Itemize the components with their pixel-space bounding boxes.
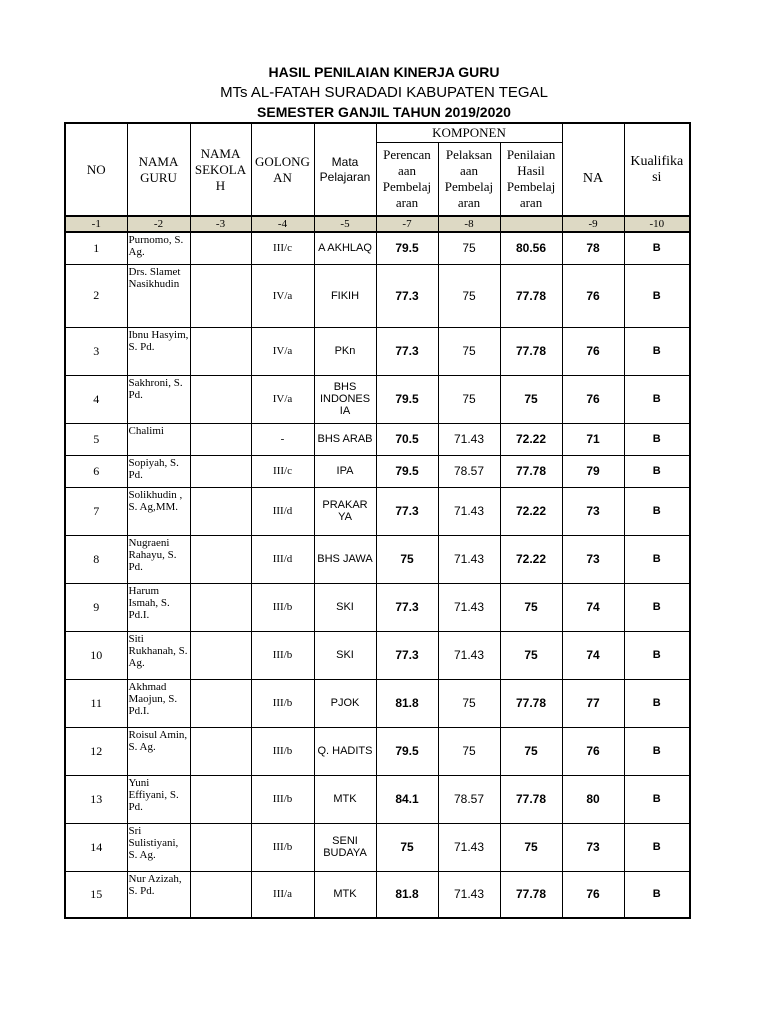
- pelaksanaan-score: 71.43: [438, 487, 500, 535]
- teacher-name: [127, 775, 190, 823]
- index-cell: -10: [624, 216, 690, 232]
- na-score: 79: [562, 455, 624, 487]
- kualifikasi-cell: B: [624, 423, 690, 455]
- perencanaan-score: 79.5: [376, 727, 438, 775]
- kualifikasi-cell: B: [624, 679, 690, 727]
- row-no: 5: [65, 423, 127, 455]
- teacher-name-text: Ibnu Hasyim, S. Pd.: [128, 328, 189, 353]
- table-row: [65, 264, 690, 327]
- perencanaan-score: 84.1: [376, 775, 438, 823]
- header-perencanaan: Perencan aan Pembelaj aran: [376, 142, 438, 216]
- golongan-cell: III/b: [251, 775, 314, 823]
- penilaian-score: 77.78: [500, 871, 562, 918]
- na-score: 76: [562, 327, 624, 375]
- pelaksanaan-score: 75: [438, 232, 500, 264]
- na-score: 74: [562, 631, 624, 679]
- perencanaan-score: 79.5: [376, 455, 438, 487]
- golongan-cell: -: [251, 423, 314, 455]
- teacher-name-text: Sri Sulistiyani, S. Ag.: [128, 824, 179, 861]
- pelaksanaan-score: 75: [438, 679, 500, 727]
- index-cell: -8: [438, 216, 500, 232]
- perencanaan-score: 79.5: [376, 375, 438, 423]
- pelaksanaan-score: 75: [438, 727, 500, 775]
- teacher-name: [127, 679, 190, 727]
- row-no: 13: [65, 775, 127, 823]
- penilaian-score: 80.56: [500, 232, 562, 264]
- kualifikasi-cell: B: [624, 327, 690, 375]
- golongan-cell: III/b: [251, 583, 314, 631]
- perencanaan-score: 70.5: [376, 423, 438, 455]
- teacher-name-text: Nur Azizah, S. Pd.: [128, 872, 182, 897]
- pelaksanaan-score: 71.43: [438, 535, 500, 583]
- school-cell: [190, 327, 251, 375]
- teacher-name-text: Purnomo, S. Ag.: [128, 234, 184, 258]
- school-cell: [190, 232, 251, 264]
- perencanaan-score: 77.3: [376, 327, 438, 375]
- subject-cell: PKn: [314, 327, 376, 375]
- pelaksanaan-score: 71.43: [438, 871, 500, 918]
- penilaian-score: 72.22: [500, 487, 562, 535]
- na-score: 73: [562, 487, 624, 535]
- teacher-name: [127, 583, 190, 631]
- perencanaan-score: 79.5: [376, 232, 438, 264]
- subject-cell: SKI: [314, 631, 376, 679]
- table-row: [65, 583, 690, 631]
- header-na: NA: [562, 142, 624, 216]
- kualifikasi-cell: B: [624, 871, 690, 918]
- teacher-name-text: Chalimi: [128, 424, 164, 437]
- report-title: HASIL PENILAIAN KINERJA GURU: [268, 64, 500, 80]
- perencanaan-score: 77.3: [376, 631, 438, 679]
- teacher-name-text: Siti Rukhanah, S. Ag.: [128, 632, 188, 669]
- penilaian-score: 77.78: [500, 775, 562, 823]
- table-row: [65, 871, 690, 918]
- school-cell: [190, 679, 251, 727]
- kualifikasi-cell: B: [624, 823, 690, 871]
- table-row: [65, 375, 690, 423]
- table-row: [65, 232, 690, 264]
- na-score: 76: [562, 264, 624, 327]
- kualifikasi-cell: B: [624, 264, 690, 327]
- subject-cell: FIKIH: [314, 264, 376, 327]
- golongan-cell: IV/a: [251, 327, 314, 375]
- na-score: 76: [562, 871, 624, 918]
- perencanaan-score: 75: [376, 535, 438, 583]
- perencanaan-score: 81.8: [376, 871, 438, 918]
- pelaksanaan-score: 75: [438, 327, 500, 375]
- penilaian-score: 72.22: [500, 423, 562, 455]
- pelaksanaan-score: 71.43: [438, 631, 500, 679]
- header-komponen: KOMPONEN: [376, 123, 562, 142]
- golongan-cell: IV/a: [251, 375, 314, 423]
- table-row: [65, 327, 690, 375]
- teacher-name: [127, 327, 190, 375]
- teacher-name: [127, 727, 190, 775]
- row-no: 6: [65, 455, 127, 487]
- na-score: 80: [562, 775, 624, 823]
- na-score: 76: [562, 375, 624, 423]
- na-score: 76: [562, 727, 624, 775]
- school-cell: [190, 775, 251, 823]
- golongan-cell: III/b: [251, 679, 314, 727]
- index-cell: -3: [190, 216, 251, 232]
- teacher-name: [127, 631, 190, 679]
- header-penilaian: Penilaian Hasil Pembelaj aran: [500, 142, 562, 216]
- column-index-row: [65, 216, 690, 232]
- teacher-name: [127, 535, 190, 583]
- kualifikasi-cell: B: [624, 375, 690, 423]
- school-name: MTs AL-FATAH SURADADI KABUPATEN TEGAL: [220, 84, 548, 101]
- kualifikasi-cell: B: [624, 631, 690, 679]
- golongan-cell: III/b: [251, 631, 314, 679]
- subject-cell: SKI: [314, 583, 376, 631]
- penilaian-score: 77.78: [500, 679, 562, 727]
- kualifikasi-cell: B: [624, 232, 690, 264]
- perencanaan-score: 81.8: [376, 679, 438, 727]
- school-cell: [190, 423, 251, 455]
- teacher-name: [127, 264, 190, 327]
- penilaian-score: 75: [500, 583, 562, 631]
- row-no: 9: [65, 583, 127, 631]
- penilaian-score: 77.78: [500, 264, 562, 327]
- row-no: 3: [65, 327, 127, 375]
- table-row: [65, 535, 690, 583]
- golongan-cell: III/a: [251, 871, 314, 918]
- teacher-name-text: Akhmad Maojun, S. Pd.I.: [128, 680, 178, 717]
- table-row: [65, 423, 690, 455]
- penilaian-score: 72.22: [500, 535, 562, 583]
- table-row: [65, 823, 690, 871]
- teacher-name: [127, 871, 190, 918]
- teacher-name-text: Yuni Effiyani, S. Pd.: [128, 776, 179, 813]
- pelaksanaan-score: 75: [438, 264, 500, 327]
- penilaian-score: 75: [500, 823, 562, 871]
- index-cell: -2: [127, 216, 190, 232]
- perencanaan-score: 77.3: [376, 487, 438, 535]
- table-row: [65, 775, 690, 823]
- school-cell: [190, 375, 251, 423]
- golongan-cell: III/d: [251, 535, 314, 583]
- header-mata-pelajaran: Mata Pelajaran: [314, 123, 376, 216]
- teacher-name: [127, 823, 190, 871]
- table-row: [65, 487, 690, 535]
- index-cell: -1: [65, 216, 127, 232]
- subject-cell: MTK: [314, 871, 376, 918]
- subject-cell: MTK: [314, 775, 376, 823]
- school-cell: [190, 823, 251, 871]
- subject-cell: PRAKAR YA: [314, 487, 376, 535]
- assessment-table: [64, 122, 691, 919]
- kualifikasi-cell: B: [624, 455, 690, 487]
- golongan-cell: IV/a: [251, 264, 314, 327]
- kualifikasi-cell: B: [624, 583, 690, 631]
- school-cell: [190, 727, 251, 775]
- row-no: 8: [65, 535, 127, 583]
- pelaksanaan-score: 78.57: [438, 775, 500, 823]
- school-cell: [190, 264, 251, 327]
- index-cell: -9: [562, 216, 624, 232]
- kualifikasi-cell: B: [624, 535, 690, 583]
- na-score: 73: [562, 535, 624, 583]
- na-score: 73: [562, 823, 624, 871]
- penilaian-score: 77.78: [500, 455, 562, 487]
- row-no: 11: [65, 679, 127, 727]
- subject-cell: IPA: [314, 455, 376, 487]
- penilaian-score: 75: [500, 631, 562, 679]
- pelaksanaan-score: 78.57: [438, 455, 500, 487]
- row-no: 2: [65, 264, 127, 327]
- perencanaan-score: 77.3: [376, 583, 438, 631]
- row-no: 7: [65, 487, 127, 535]
- na-score: 78: [562, 232, 624, 264]
- teacher-name-text: Harum Ismah, S. Pd.I.: [128, 584, 170, 621]
- index-cell: -4: [251, 216, 314, 232]
- teacher-name: [127, 232, 190, 264]
- pelaksanaan-score: 71.43: [438, 423, 500, 455]
- school-cell: [190, 455, 251, 487]
- kualifikasi-cell: B: [624, 775, 690, 823]
- golongan-cell: III/b: [251, 823, 314, 871]
- subject-cell: A AKHLAQ: [314, 232, 376, 264]
- table-row: [65, 455, 690, 487]
- perencanaan-score: 77.3: [376, 264, 438, 327]
- golongan-cell: III/c: [251, 232, 314, 264]
- golongan-cell: III/d: [251, 487, 314, 535]
- header-kualifikasi: Kualifika si: [624, 123, 690, 216]
- school-cell: [190, 487, 251, 535]
- header-nama-guru: NAMA GURU: [127, 123, 190, 216]
- pelaksanaan-score: 71.43: [438, 823, 500, 871]
- header-na-top: [562, 123, 624, 142]
- header-golongan: GOLONG AN: [251, 123, 314, 216]
- perencanaan-score: 75: [376, 823, 438, 871]
- subject-cell: Q. HADITS: [314, 727, 376, 775]
- teacher-name: [127, 455, 190, 487]
- subject-cell: BHS ARAB: [314, 423, 376, 455]
- subject-cell: BHS JAWA: [314, 535, 376, 583]
- penilaian-score: 75: [500, 727, 562, 775]
- golongan-cell: III/c: [251, 455, 314, 487]
- subject-cell: SENI BUDAYA: [314, 823, 376, 871]
- table-row: [65, 679, 690, 727]
- na-score: 77: [562, 679, 624, 727]
- row-no: 12: [65, 727, 127, 775]
- penilaian-score: 77.78: [500, 327, 562, 375]
- index-cell: [500, 216, 562, 232]
- school-cell: [190, 583, 251, 631]
- row-no: 15: [65, 871, 127, 918]
- teacher-name-text: Sopiyah, S. Pd.: [128, 456, 179, 481]
- row-no: 14: [65, 823, 127, 871]
- teacher-name-text: Sakhroni, S. Pd.: [128, 376, 183, 401]
- index-cell: -5: [314, 216, 376, 232]
- school-cell: [190, 631, 251, 679]
- subject-cell: BHS INDONES IA: [314, 375, 376, 423]
- teacher-name-text: Roisul Amin, S. Ag.: [128, 728, 188, 753]
- index-cell: -7: [376, 216, 438, 232]
- golongan-cell: III/b: [251, 727, 314, 775]
- penilaian-score: 75: [500, 375, 562, 423]
- na-score: 74: [562, 583, 624, 631]
- teacher-name-text: Nugraeni Rahayu, S. Pd.: [128, 536, 177, 573]
- kualifikasi-cell: B: [624, 487, 690, 535]
- teacher-name: [127, 375, 190, 423]
- teacher-name-text: Drs. Slamet Nasikhudin: [128, 265, 181, 290]
- row-no: 4: [65, 375, 127, 423]
- row-no: 1: [65, 232, 127, 264]
- semester-title: SEMESTER GANJIL TAHUN 2019/2020: [257, 104, 511, 120]
- teacher-name-text: Solikhudin , S. Ag,MM.: [128, 488, 183, 513]
- school-cell: [190, 535, 251, 583]
- na-score: 71: [562, 423, 624, 455]
- table-row: [65, 727, 690, 775]
- subject-cell: PJOK: [314, 679, 376, 727]
- header-no: NO: [65, 123, 127, 216]
- table-row: [65, 631, 690, 679]
- header-nama-sekolah: NAMA SEKOLA H: [190, 123, 251, 216]
- school-cell: [190, 871, 251, 918]
- pelaksanaan-score: 71.43: [438, 583, 500, 631]
- teacher-name: [127, 487, 190, 535]
- kualifikasi-cell: B: [624, 727, 690, 775]
- header-pelaksanaan: Pelaksan aan Pembelaj aran: [438, 142, 500, 216]
- teacher-name: [127, 423, 190, 455]
- row-no: 10: [65, 631, 127, 679]
- pelaksanaan-score: 75: [438, 375, 500, 423]
